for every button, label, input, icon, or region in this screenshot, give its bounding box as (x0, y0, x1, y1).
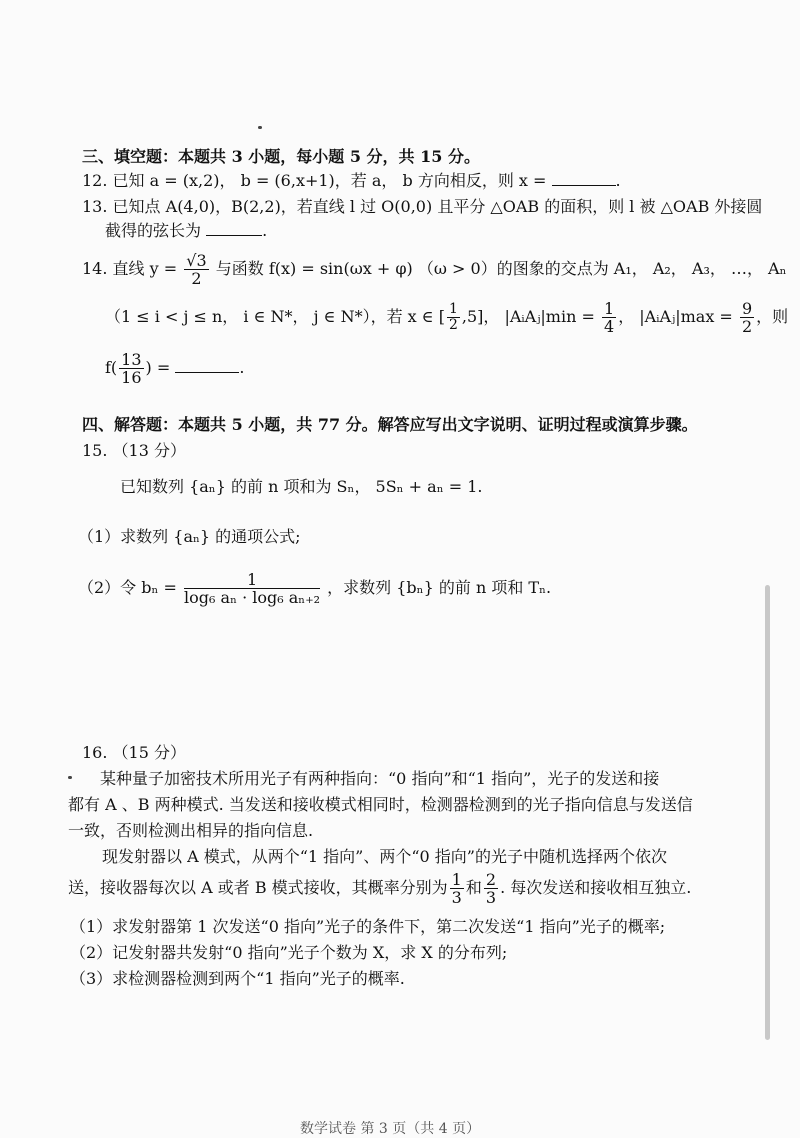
fraction-denominator: 2 (448, 317, 458, 333)
q16-line5 (68, 868, 691, 908)
fraction-denominator: 16 (121, 368, 142, 387)
q15-score: （13 分） (112, 441, 186, 460)
q16-part3: （3）求检测器检测到两个“1 指向”光子的概率. (70, 969, 405, 988)
two-thirds-fraction (484, 871, 498, 906)
q15-part2-pre: （2）令 bₙ = (78, 578, 177, 597)
q14-mid: 与函数 f(x) = sin(ωx + φ) （ω > 0）的图象的交点为 A₁， A₂， A₃， …， Aₙ (215, 259, 787, 278)
solve-section-heading: 四、解答题：本题共 5 小题，共 77 分。解答应写出文字说明、证明过程或演算步骤。 (82, 415, 698, 434)
fraction-numerator: 2 (485, 870, 497, 889)
fraction-denominator: 2 (741, 317, 753, 336)
nine-halves-fraction (740, 300, 754, 335)
fraction-numerator: √3 (186, 251, 207, 270)
scan-speck (258, 126, 262, 129)
q16-line2: 都有 A 、B 两种模式. 当发送和接收模式相同时，检测器检测到的光子指向信息与发送信 (68, 795, 693, 814)
sqrt3-over-2-fraction (184, 252, 208, 287)
q14-cond-c: ， |AᵢAⱼ|max = (618, 307, 733, 326)
question-16-header (82, 742, 186, 764)
fraction-denominator: 3 (485, 888, 497, 907)
question-14-line2 (105, 300, 788, 335)
q16-part1: （1）求发射器第 1 次发送“0 指向”光子的条件下，第二次发送“1 指向”光子的概率; (70, 917, 666, 936)
q15-part2-post: ，求数列 {bₙ} 的前 n 项和 Tₙ. (327, 578, 552, 597)
q13-number: 13. (82, 197, 108, 216)
q16-line4: 现发射器以 A 模式，从两个“1 指向”、两个“0 指向”的光子中随机选择两个依次 (102, 847, 667, 866)
question-12: 12. 已知 a = (x,2)， b = (6,x+1)，若 a， b 方向相反，则 x = . (82, 171, 621, 190)
q16-part2: （2）记发射器共发射“0 指向”光子个数为 X，求 X 的分布列; (70, 943, 508, 962)
q15-part2 (78, 566, 551, 610)
quarter-fraction (602, 300, 616, 335)
q16-number: 16. (82, 743, 108, 762)
vertical-scrollbar[interactable] (765, 585, 770, 1040)
half-fraction (447, 302, 460, 333)
q13-text-2: 截得的弦长为 (105, 221, 202, 240)
q16-line1: 某种量子加密技术所用光子有两种指向：“0 指向”和“1 指向”，光子的发送和接 (100, 769, 660, 788)
q12-answer-blank (552, 171, 616, 186)
fraction-numerator: 1 (604, 299, 615, 318)
one-third-fraction (450, 871, 464, 906)
footer-cut-text: 数学试卷 第 3 页（共 4 页） (300, 1121, 481, 1137)
q14-cond-a: （1 ≤ i < j ≤ n， i ∈ N*， j ∈ N*），若 x ∈ [ (105, 307, 445, 326)
q16-score: （15 分） (112, 743, 186, 762)
q15-stem: 已知数列 {aₙ} 的前 n 项和为 Sₙ， 5Sₙ + aₙ = 1. (120, 477, 483, 496)
fraction-denominator: 2 (191, 269, 202, 288)
q14-pre: 直线 y = (112, 259, 178, 278)
fraction-numerator: 1 (448, 301, 458, 317)
q14-number: 14. (82, 259, 108, 278)
fraction-denominator: 4 (604, 317, 615, 336)
q14-f-post: ) = (145, 358, 171, 377)
fraction-numerator: 1 (451, 870, 462, 889)
q16-l5-mid: 和 (465, 878, 482, 897)
q15-part1: （1）求数列 {aₙ} 的通项公式; (78, 527, 301, 546)
q14-f-pre: f( (105, 358, 118, 377)
q15-number: 15. (82, 441, 108, 460)
thirteen-sixteenths-fraction (119, 351, 143, 386)
fraction-denominator: 3 (451, 888, 462, 907)
scan-speck (68, 776, 72, 779)
question-14-line3: f( $\frac{13}{16}$ ) = . (105, 350, 245, 387)
q14-cond-b: ,5]， |AᵢAⱼ|min = (461, 307, 595, 326)
question-13-line2: 截得的弦长为 . (105, 221, 268, 240)
q13-answer-blank (206, 221, 262, 236)
question-15-header (82, 440, 186, 462)
fill-section-heading: 三、填空题：本题共 3 小题，每小题 5 分，共 15 分。 (82, 147, 480, 166)
fraction-numerator: 13 (121, 350, 142, 369)
q14-cond-d: ，则 (756, 307, 789, 326)
q16-line3: 一致，否则检测出相异的指向信息. (68, 821, 314, 840)
q16-l5-pre: 送，接收器每次以 A 或者 B 模式接收，其概率分别为 (68, 878, 448, 897)
q12-text: 已知 a = (x,2)， b = (6,x+1)，若 a， b 方向相反，则 x = (112, 171, 547, 190)
question-13-line1 (82, 196, 762, 218)
question-14-line1 (82, 252, 787, 287)
fraction-numerator: 9 (741, 299, 753, 318)
q14-answer-blank (175, 358, 239, 373)
q13-text-1: 已知点 A(4,0)，B(2,2)，若直线 l 过 O(0,0) 且平分 △OAB 的面积，则 l 被 △OAB 外接圆 (112, 197, 763, 216)
fraction-denominator: log₆ aₙ · log₆ aₙ₊₂ (184, 588, 321, 607)
q16-l5-post: . 每次发送和接收相互独立. (500, 878, 692, 897)
bn-fraction (184, 571, 320, 606)
q12-number: 12. (82, 171, 108, 190)
fraction-numerator: 1 (184, 571, 320, 589)
